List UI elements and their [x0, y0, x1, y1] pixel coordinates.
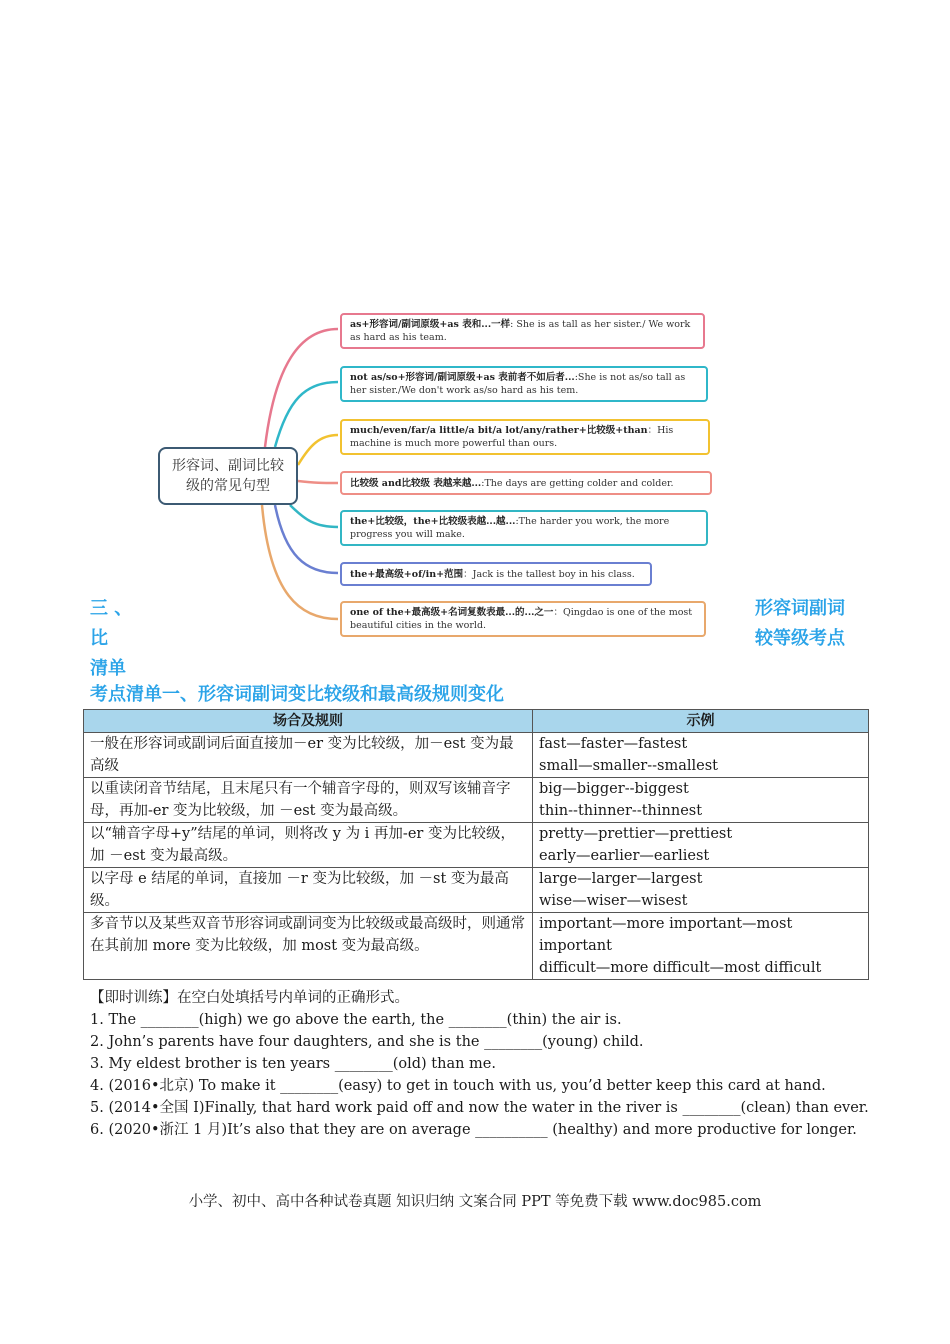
- example-line: early—earlier—earliest: [539, 848, 710, 864]
- exercise-item: 2. John’s parents have four daughters, and she is the ________(young) child.: [90, 1034, 644, 1050]
- branch-example: ：Qingdao is one of the most beautiful cities in the world.: [350, 607, 693, 631]
- table-row: [84, 868, 869, 913]
- heading-left-line-1: 三 、: [90, 598, 133, 619]
- mind-map-branch-4: [340, 471, 712, 495]
- example-line: fast—faster—fastest: [539, 736, 688, 752]
- rules-table: [83, 709, 869, 980]
- exercise-section: [90, 987, 870, 1141]
- example-line: thin--thinner--thinnest: [539, 803, 703, 819]
- example-cell: [533, 733, 869, 778]
- rule-cell: 一般在形容词或副词后面直接加－er 变为比较级，加－est 变为最高级: [84, 733, 533, 778]
- example-line: difficult—more difficult—most difficult: [539, 960, 822, 976]
- rule-cell: 多音节以及某些双音节形容词或副词变为比较级或最高级时，则通常在其前加 more 变为比较级，加 most 变为最高级。: [84, 913, 533, 980]
- example-cell: [533, 778, 869, 823]
- example-line: wise—wiser—wisest: [539, 893, 688, 909]
- page-footer: 小学、初中、高中各种试卷真题 知识归纳 文案合同 PPT 等免费下载 www.doc985.com: [188, 1194, 762, 1210]
- mind-map: [150, 305, 720, 645]
- mind-map-center-node: 形容词、副词比较级的常见句型: [158, 447, 298, 505]
- branch-pattern: the+最高级+of/in+范围: [350, 568, 464, 580]
- rule-cell: 以字母 e 结尾的单词，直接加 －r 变为比较级，加 －st 变为最高级。: [84, 868, 533, 913]
- branch-pattern: much/even/far/a little/a bit/a lot/any/rather+比较级+than: [350, 425, 648, 436]
- branch-example: :The harder you work, the more progress you will make.: [350, 516, 670, 540]
- table-row: [84, 733, 869, 778]
- heading-left-line-3: 清单: [90, 658, 126, 679]
- example-line: big—bigger--biggest: [539, 781, 689, 797]
- example-line: pretty—prettier—prettiest: [539, 826, 733, 842]
- example-line: small—smaller--smallest: [539, 758, 718, 774]
- exercise-item: 4. (2016•北京) To make it ________(easy) to get in touch with us, you’d better keep this card at hand.: [90, 1078, 826, 1094]
- branch-example: : She is as tall as her sister./ We work as hard as his team.: [350, 319, 691, 343]
- example-cell: [533, 913, 869, 980]
- mind-map-branch-3: [340, 419, 710, 455]
- mind-map-branch-1: [340, 313, 705, 349]
- mind-map-branch-7: [340, 601, 706, 637]
- heading-right-line-2: 较等级考点: [755, 628, 845, 649]
- branch-pattern: as+形容词/副词原级+as 表和...一样: [350, 319, 511, 330]
- branch-example: :The days are getting colder and colder.: [481, 477, 674, 489]
- example-line: important—more important—most important: [539, 916, 793, 954]
- table-header-rule: 场合及规则: [84, 710, 533, 733]
- exercise-item: 5. (2014•全国 I)Finally, that hard work paid off and now the water in the river is ________(clean) than ever.: [90, 1100, 869, 1116]
- table-header-example: 示例: [533, 710, 869, 733]
- mind-map-branch-6: [340, 562, 652, 586]
- branch-pattern: 比较级 and比较级 表越来越...: [350, 477, 482, 489]
- branch-pattern: not as/so+形容词/副词原级+as 表前者不如后者...: [350, 372, 575, 383]
- exercise-title: 【即时训练】在空白处填括号内单词的正确形式。: [90, 990, 409, 1006]
- exercise-item: 3. My eldest brother is ten years ________(old) than me.: [90, 1056, 496, 1072]
- example-cell: [533, 823, 869, 868]
- exercise-item: 6. (2020•浙江 1 月)It’s also that they are on average __________ (healthy) and more productive for longer.: [90, 1122, 857, 1138]
- branch-example: ：His machine is much more powerful than ours.: [350, 425, 674, 449]
- heading-left-line-2: 比: [90, 628, 108, 649]
- section-heading-right: [755, 594, 845, 654]
- branch-pattern: one of the+最高级+名词复数表最...的...之一: [350, 607, 554, 618]
- rule-cell: 以“辅音字母+y”结尾的单词，则将改 y 为 i 再加-er 变为比较级，加 －est 变为最高级。: [84, 823, 533, 868]
- section-title: 考点清单一、形容词副词变比较级和最高级规则变化: [90, 684, 504, 705]
- branch-example: :She is not as/so tall as her sister./We don't work as/so hard as his tem.: [350, 372, 686, 396]
- mind-map-branch-5: [340, 510, 708, 546]
- table-row: [84, 778, 869, 823]
- example-line: large—larger—largest: [539, 871, 703, 887]
- table-row: [84, 913, 869, 980]
- mind-map-branch-2: [340, 366, 708, 402]
- example-cell: [533, 868, 869, 913]
- table-header-row: [84, 710, 869, 733]
- section-heading-left: [90, 594, 132, 684]
- heading-right-line-1: 形容词副词: [755, 598, 845, 619]
- branch-example: ：Jack is the tallest boy in his class.: [463, 568, 635, 580]
- rule-cell: 以重读闭音节结尾，且末尾只有一个辅音字母的，则双写该辅音字母，再加-er 变为比较级，加 －est 变为最高级。: [84, 778, 533, 823]
- branch-pattern: the+比较级，the+比较级表越...越...: [350, 516, 516, 527]
- exercise-item: 1. The ________(high) we go above the earth, the ________(thin) the air is.: [90, 1012, 622, 1028]
- table-row: [84, 823, 869, 868]
